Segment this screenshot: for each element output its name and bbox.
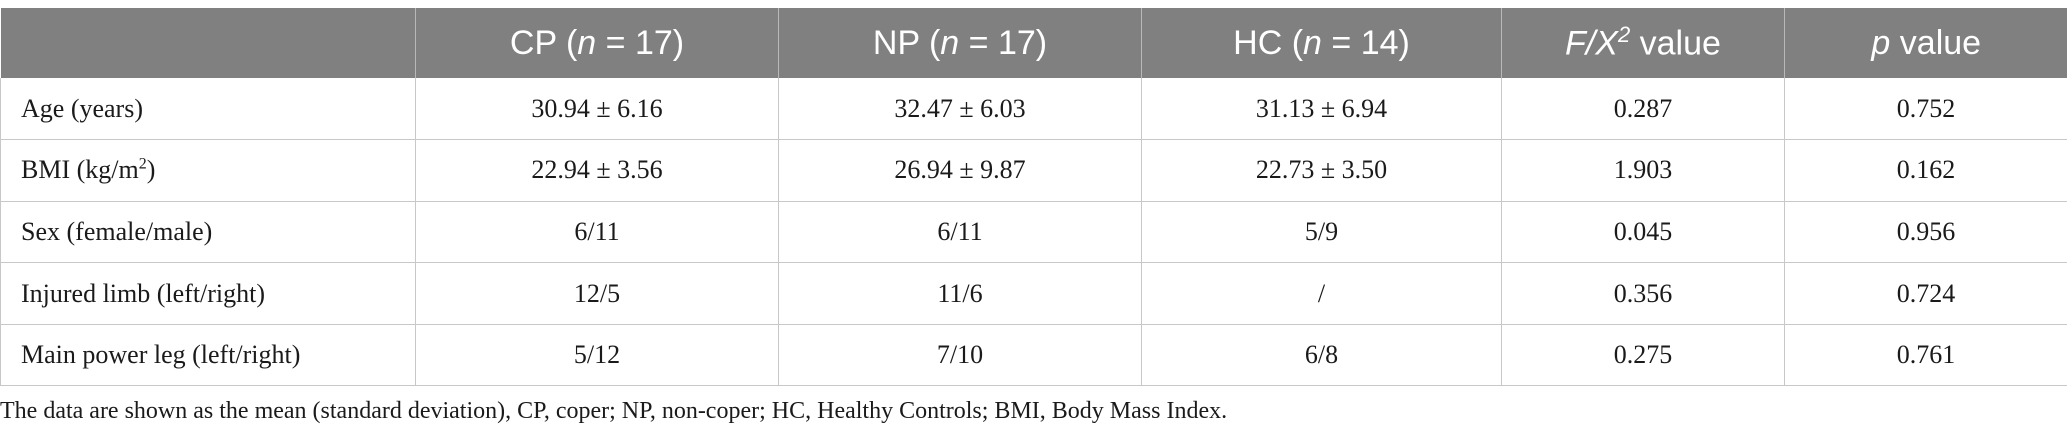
cell-hc: 31.13 ± 6.94 [1142, 78, 1502, 140]
cell-p: 0.162 [1785, 140, 2067, 202]
cell-p: 0.956 [1785, 201, 2067, 263]
cell-np: 11/6 [779, 263, 1142, 325]
cell-np: 26.94 ± 9.87 [779, 140, 1142, 202]
cell-f-x2: 0.287 [1502, 78, 1785, 140]
cell-f-x2: 0.356 [1502, 263, 1785, 325]
cell-hc: 5/9 [1142, 201, 1502, 263]
table-row-bmi [1, 140, 2067, 202]
cell-hc: / [1142, 263, 1502, 325]
cell-f-x2: 0.275 [1502, 324, 1785, 386]
cell-np: 6/11 [779, 201, 1142, 263]
cell-cp: 6/11 [416, 201, 779, 263]
cell-hc: 22.73 ± 3.50 [1142, 140, 1502, 202]
cell-p: 0.761 [1785, 324, 2067, 386]
row-label: Sex (female/male) [1, 201, 416, 263]
cell-p: 0.752 [1785, 78, 2067, 140]
row-label: BMI $(kg/m^2)$ [1, 140, 416, 202]
cell-np: 32.47 ± 6.03 [779, 78, 1142, 140]
cell-f-x2: 0.045 [1502, 201, 1785, 263]
cell-cp: 12/5 [416, 263, 779, 325]
demographics-table [0, 8, 2067, 386]
table-header-row [1, 8, 2067, 78]
table-row-age [1, 78, 2067, 140]
cell-p: 0.724 [1785, 263, 2067, 325]
table-row-sex [1, 201, 2067, 263]
header-cp: CP (n = 17) [416, 8, 779, 78]
header-p-value: p value [1785, 8, 2067, 78]
header-f-x2-value: $F/X^2$ value [1502, 8, 1785, 78]
header-np: NP (n = 17) [779, 8, 1142, 78]
row-label: Injured limb (left/right) [1, 263, 416, 325]
cell-hc: 6/8 [1142, 324, 1502, 386]
header-empty [1, 8, 416, 78]
cell-cp: 5/12 [416, 324, 779, 386]
table-row-injured-limb [1, 263, 2067, 325]
cell-cp: 30.94 ± 6.16 [416, 78, 779, 140]
header-hc: HC (n = 14) [1142, 8, 1502, 78]
cell-cp: 22.94 ± 3.56 [416, 140, 779, 202]
row-label: Age (years) [1, 78, 416, 140]
table-row-main-power-leg [1, 324, 2067, 386]
table-footnote: The data are shown as the mean (standard deviation), CP, coper; NP, non-coper; HC, Healthy Controls; BMI, Body Mass Index. [0, 398, 1228, 424]
row-label: Main power leg (left/right) [1, 324, 416, 386]
cell-f-x2: 1.903 [1502, 140, 1785, 202]
cell-np: 7/10 [779, 324, 1142, 386]
